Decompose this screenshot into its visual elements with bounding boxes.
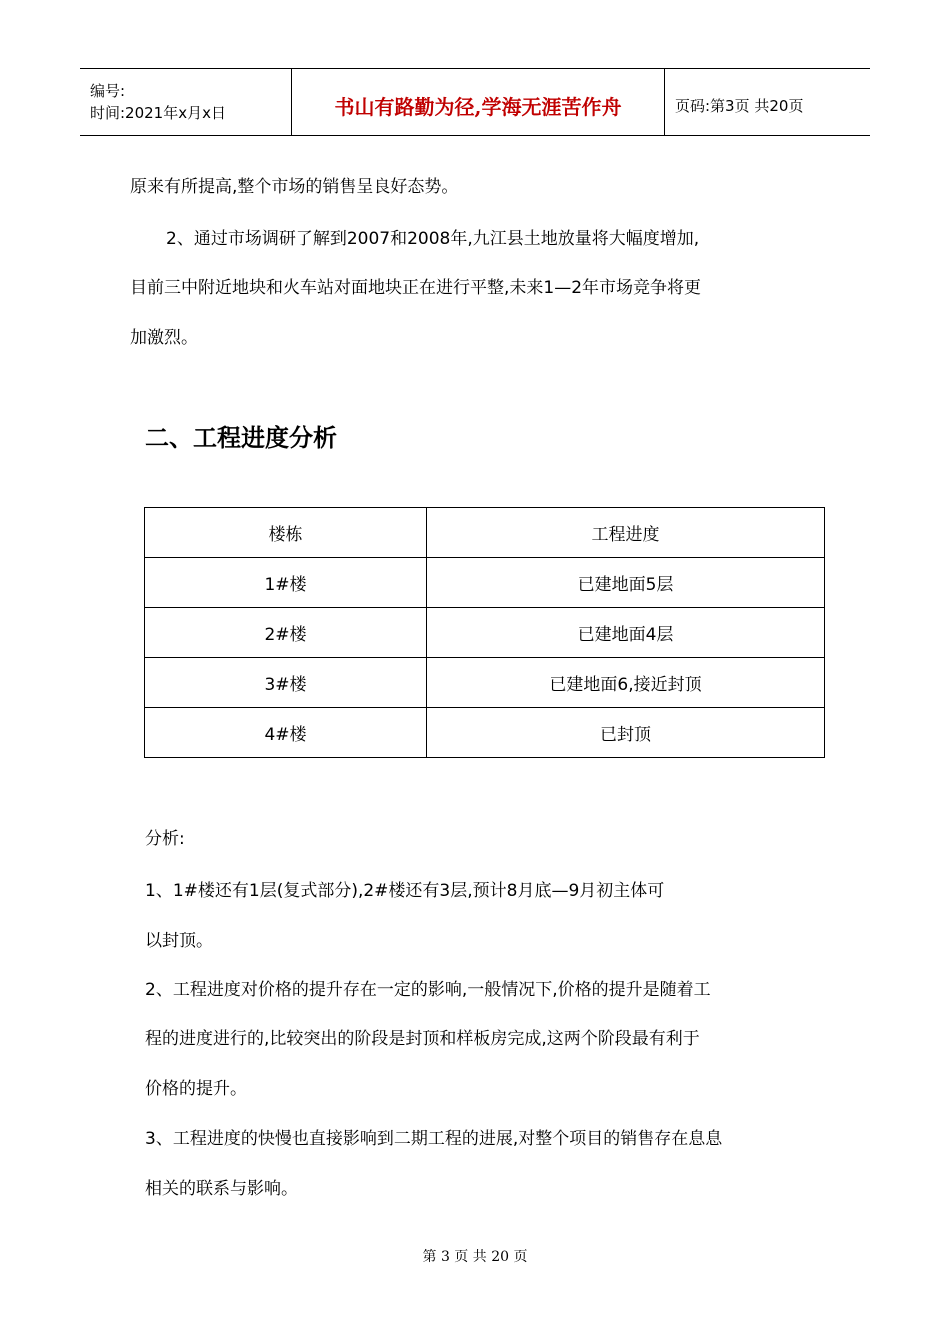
header-meta <box>80 69 292 136</box>
analysis-item-2-line-3: 价格的提升。 <box>145 1079 247 1099</box>
table-row <box>145 658 825 708</box>
analysis-item-2-line-1: 2、工程进度对价格的提升存在一定的影响,一般情况下,价格的提升是随着工 <box>145 980 711 1000</box>
table-cell-progress: 已建地面4层 <box>427 608 825 658</box>
analysis-item-1-line-2: 以封顶。 <box>145 931 213 951</box>
page-footer: 第 3 页 共 20 页 <box>422 1249 528 1265</box>
intro-line-1: 原来有所提高,整个市场的销售呈良好态势。 <box>130 177 459 197</box>
analysis-label: 分析: <box>145 829 185 849</box>
header-page-info: 页码:第3页 共20页 <box>675 96 804 115</box>
intro-line-2: 2、通过市场调研了解到2007和2008年,九江县土地放量将大幅度增加, <box>166 229 700 249</box>
intro-line-3: 目前三中附近地块和火车站对面地块正在进行平整,未来1—2年市场竞争将更 <box>130 278 702 298</box>
table-header-progress: 工程进度 <box>427 508 825 558</box>
analysis-item-3-line-2: 相关的联系与影响。 <box>145 1179 298 1199</box>
section-title: 二、工程进度分析 <box>145 424 337 452</box>
analysis-item-2-line-2: 程的进度进行的,比较突出的阶段是封顶和样板房完成,这两个阶段最有利于 <box>145 1029 700 1049</box>
intro-line-4: 加激烈。 <box>130 328 198 348</box>
analysis-item-3-line-1: 3、工程进度的快慢也直接影响到二期工程的进展,对整个项目的销售存在息息 <box>145 1129 723 1149</box>
page-header <box>80 68 870 136</box>
table-cell-progress: 已封顶 <box>427 708 825 758</box>
table-header-building: 楼栋 <box>145 508 427 558</box>
header-motto: 书山有路勤为径,学海无涯苦作舟 <box>292 69 665 136</box>
progress-table <box>144 507 825 758</box>
header-number-label: 编号: <box>90 82 126 100</box>
table-cell-building: 1#楼 <box>145 558 427 608</box>
table-cell-building: 3#楼 <box>145 658 427 708</box>
table-cell-progress: 已建地面5层 <box>427 558 825 608</box>
table-cell-building: 4#楼 <box>145 708 427 758</box>
table-cell-progress: 已建地面6,接近封顶 <box>427 658 825 708</box>
table-row <box>145 708 825 758</box>
header-time-label: 时间:2021年x月x日 <box>90 104 226 122</box>
table-row <box>145 558 825 608</box>
table-row <box>145 608 825 658</box>
table-header-row <box>145 508 825 558</box>
analysis-item-1-line-1: 1、1#楼还有1层(复式部分),2#楼还有3层,预计8月底—9月初主体可 <box>145 881 665 901</box>
table-cell-building: 2#楼 <box>145 608 427 658</box>
